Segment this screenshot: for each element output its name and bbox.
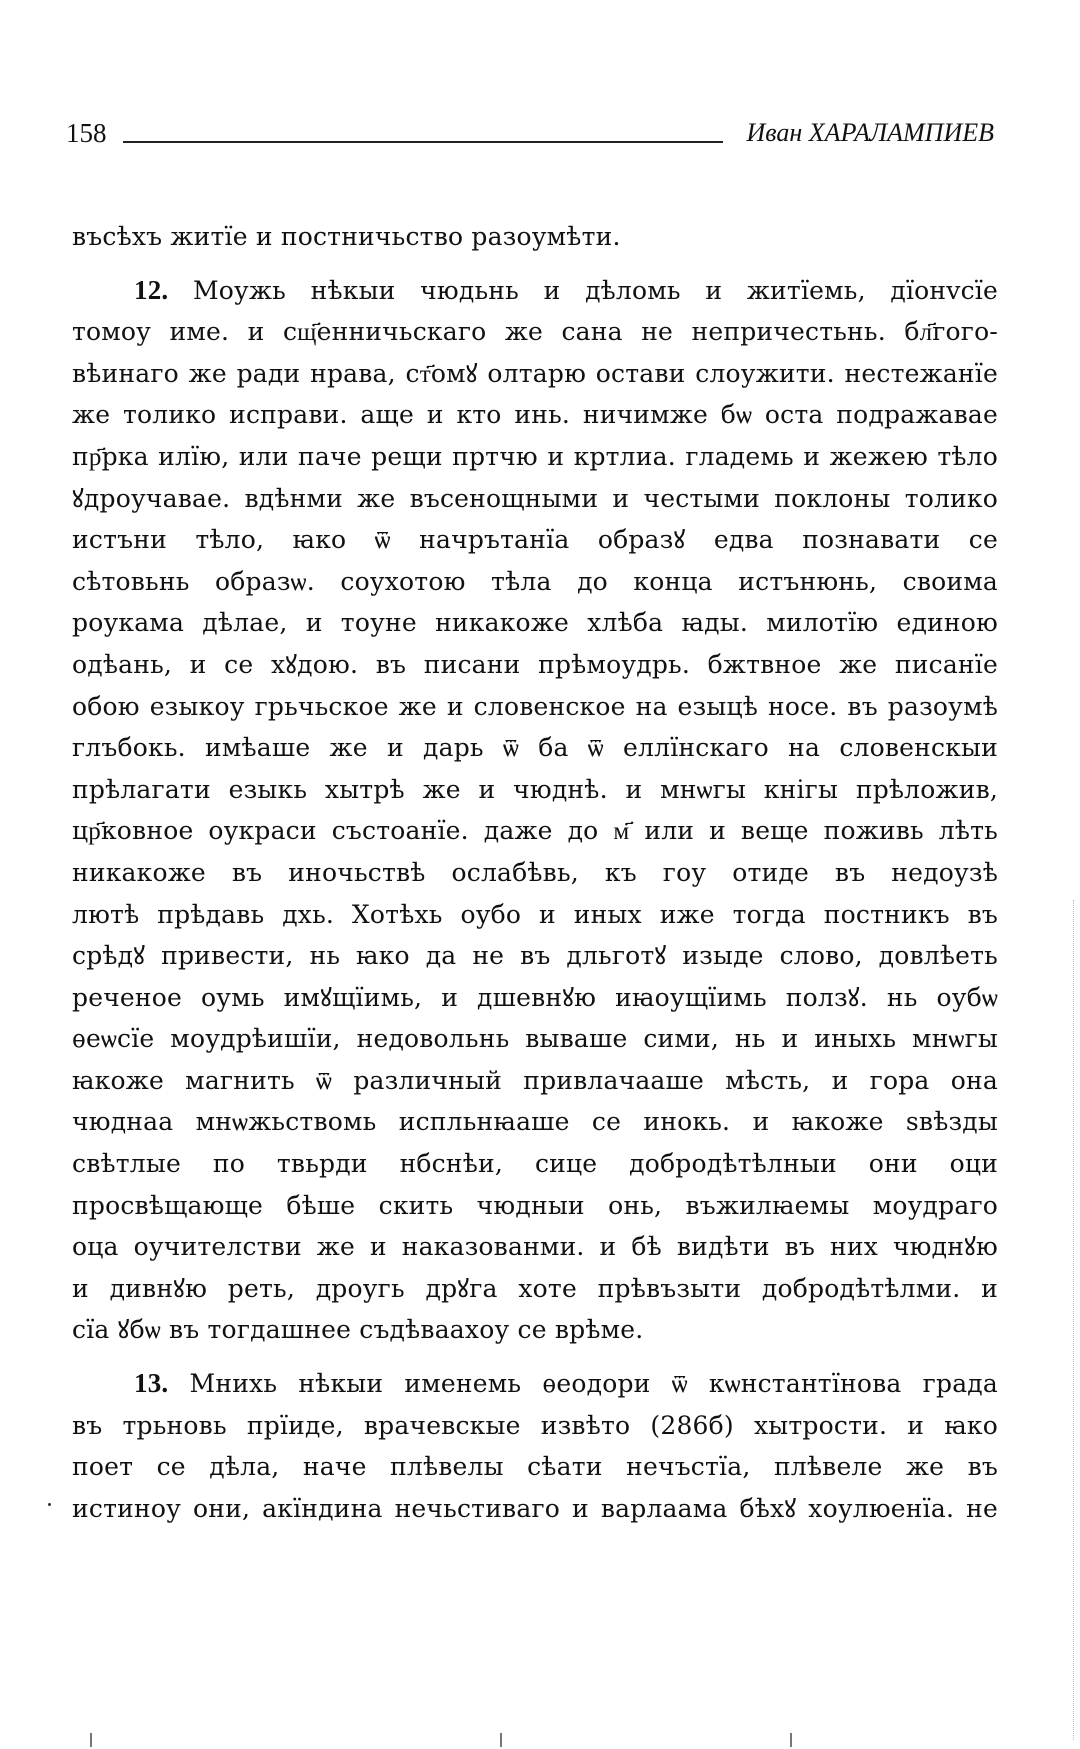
page-number: 158	[66, 118, 107, 148]
paragraph-first-line	[72, 1363, 998, 1405]
text-line: сѣтовьнь образѡ. соухотою тѣла до конца истънюнь, своима	[72, 566, 998, 596]
paragraph-gap	[72, 258, 998, 270]
text-line: цр҃ковное оукраси състоанїе. даже до м҃ или и веще поживь лѣть	[72, 816, 998, 846]
text-line: истиноу они, акїндина нечьстиваго и варлаама бѣхꙋ хоулюенїа. не	[72, 1493, 998, 1523]
text-line: истъни тѣло, ꙗко ѿ начрътанїа образꙋ едва познавати се	[72, 525, 998, 555]
margin-speck	[48, 1503, 51, 1506]
paragraph-number: 13.	[134, 1368, 169, 1399]
body-text	[72, 216, 998, 1529]
text-line: Мнихь нѣкыи именемь ѳеодори ѿ кѡнстантїнова града	[189, 1369, 998, 1399]
text-line: никакоже въ иночьствѣ ослабѣвь, къ гоу отиде въ недоузѣ	[72, 857, 998, 887]
text-line: Моужь нѣкыи чюдьнь и дѣломь и житїемь, дїонvсїе	[193, 275, 998, 305]
text-line: въ трьновь прїиде, врачевскые извѣто (286б) хытрости. и ꙗко	[72, 1410, 998, 1440]
text-line: томоу име. и сщ҃енничьскаго же сана не непричестьнь. бл҃гого-	[72, 317, 998, 347]
text-line: срѣдꙋ привести, нь ꙗко да не въ дльготꙋ изыде слово, довлѣеть	[72, 941, 998, 971]
paragraph-continuation	[72, 216, 998, 258]
text-line: поет се дѣла, наче плѣвелы сѣати нечъстїа, плѣвеле же въ	[72, 1452, 998, 1482]
text-line: просвѣщающе бѣше скить чюдныи онь, въжилꙗемы моудраго	[72, 1190, 998, 1220]
text-line: въсѣхъ житїе и постничьство разоумѣти.	[72, 222, 621, 251]
text-line: ꙋдроучавае. вдѣнми же въсенощными и честыми поклоны толико	[72, 483, 998, 513]
text-line: пр҃рка илїю, или паче рещи пртчю и кртлиа. гладемь и жежею тѣло	[72, 441, 998, 471]
text-line: вѣинаго же ради нрава, ст҃омꙋ олтарю остави слоужити. нестежанїе	[72, 358, 998, 388]
scan-foot-tick	[790, 1733, 792, 1747]
scan-foot-tick	[90, 1733, 92, 1747]
paragraph-number: 12.	[134, 274, 169, 305]
header-rule	[123, 141, 723, 143]
text-line: свѣтлые по твьрди нбснѣи, сице добродѣтѣлныи они оци	[72, 1149, 998, 1179]
text-line: реченое оумь имꙋщїимь, и дшевнꙋю иꙗоущїимь ползꙋ. нь оубѡ	[72, 982, 998, 1012]
text-line: чюднаа мнѡжьствомь испльнꙗаше се инокь. и ꙗкоже ѕвѣзды	[72, 1107, 998, 1137]
text-line: сїа ꙋбѡ въ тогдашнее съдѣваахоу се врѣме.	[72, 1315, 644, 1345]
text-line: одѣань, и се хꙋдою. въ писани прѣмоудрь. бжтвное же писанїе	[72, 649, 998, 679]
text-line: ꙗкоже магнить ѿ различный привлачааше мѣсть, и гора она	[72, 1065, 998, 1095]
running-head: Иван ХАРАЛАМПИЕВ	[746, 118, 994, 147]
paragraph-first-line	[72, 270, 998, 312]
text-line: глъбокь. имѣаше же и дарь ѿ ба ѿ еллїнскаго на словенскыи	[72, 733, 998, 763]
text-line: оца оучителстви же и наказованми. и бѣ видѣти въ них чюднꙋю	[72, 1232, 998, 1262]
text-line: лютѣ прѣдавь дхь. Хотѣхь оубо и иных иже тогда постникъ въ	[72, 899, 998, 929]
paragraph-gap	[72, 1351, 998, 1363]
paragraph-12	[72, 270, 998, 1351]
text-line: и дивнꙋю реть, дроугь дрꙋга хоте прѣвъзыти добродѣтѣлми. и	[72, 1273, 998, 1303]
text-line: роукама дѣлае, и тоуне никакоже хлѣба ꙗды. милотїю единою	[72, 608, 998, 638]
scan-foot-tick	[500, 1733, 502, 1747]
text-line: прѣлагати езыкь хытрѣ же и чюднѣ. и мнѡгы кнігы прѣложив,	[72, 774, 998, 804]
page-header	[66, 118, 994, 158]
text-line: обою езыкоу грьчьское же и словенское на езыцѣ носе. въ разоумѣ	[72, 691, 998, 721]
paragraph-13	[72, 1363, 998, 1529]
text-line: ѳеѡсїе моудрѣишїи, недовольнь вываше сими, нь и иныхь мнѡгы	[72, 1024, 998, 1054]
scan-edge-mark	[1072, 900, 1074, 1740]
text-line: же толико исправи. аще и кто инь. ничимже бѡ оста подражавае	[72, 400, 998, 430]
